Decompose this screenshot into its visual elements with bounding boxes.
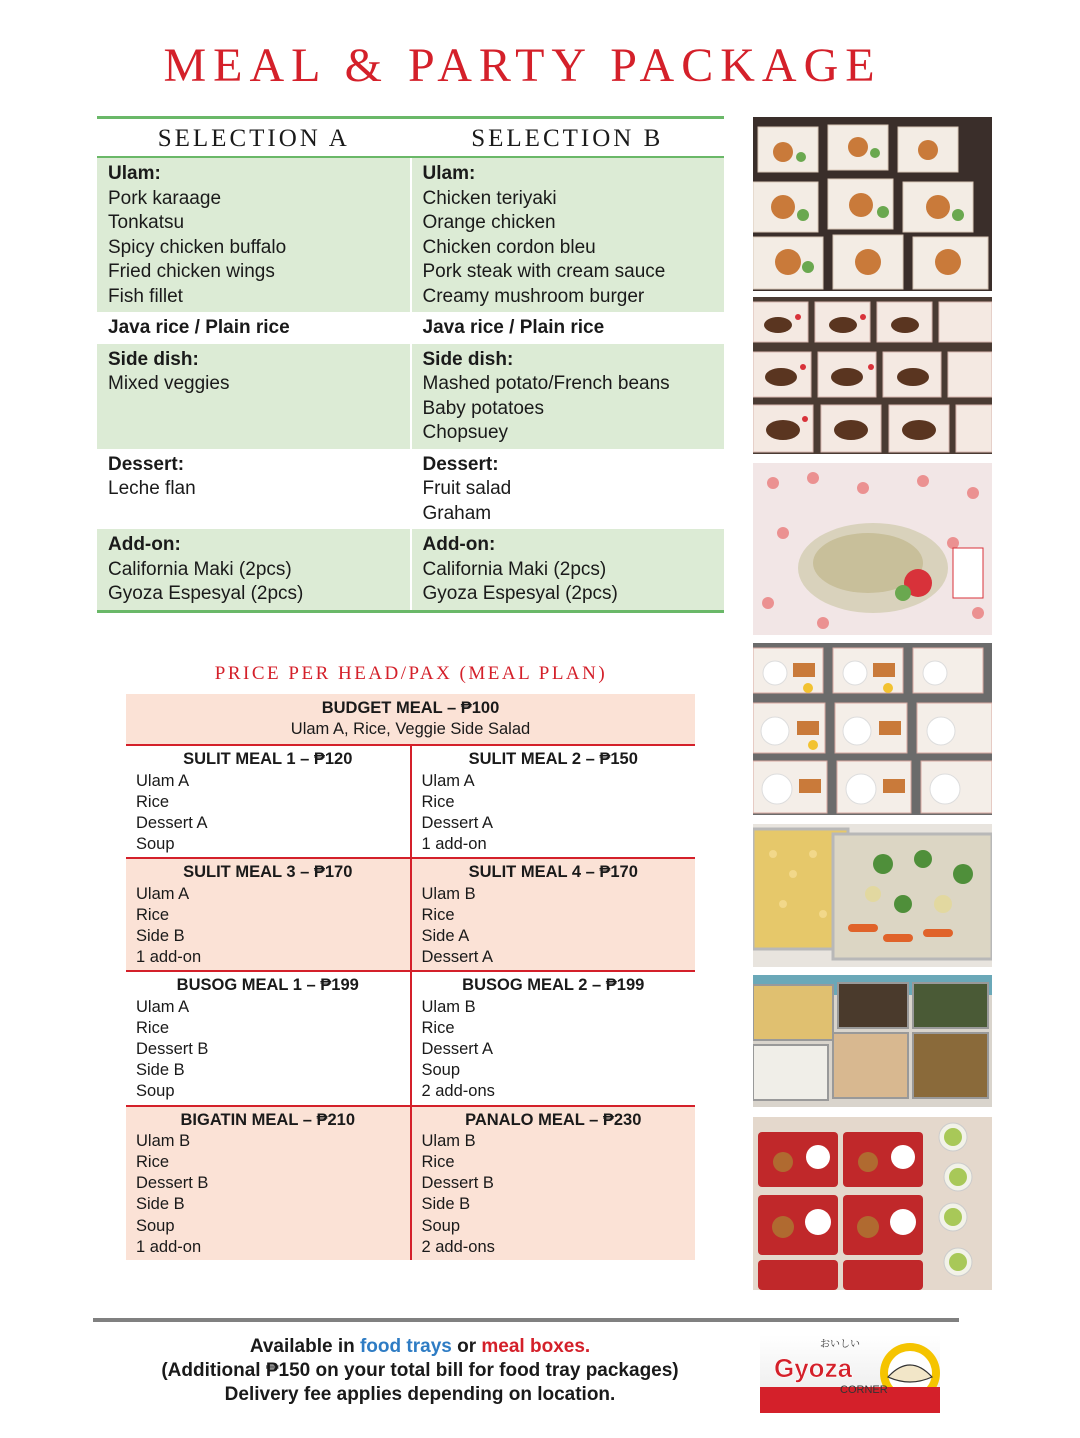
selection-b-ulam xyxy=(411,157,725,312)
list-item: Soup xyxy=(421,1061,461,1080)
list-item: 1 add-on xyxy=(136,948,202,967)
food-trays-text: food trays xyxy=(359,1336,452,1357)
selection-b-dessert xyxy=(411,449,725,530)
price-title: PRICE PER HEAD/PAX (MEAL PLAN) xyxy=(214,663,608,684)
selection-a-rice xyxy=(97,312,411,344)
list-item: 2 add-ons xyxy=(421,1082,495,1101)
list-item: Rice xyxy=(136,905,170,924)
list-item: Dessert B xyxy=(136,1174,209,1193)
list-item: California Maki (2pcs) xyxy=(108,558,292,580)
food-photo-cream-dish xyxy=(753,463,992,635)
list-item: Fruit salad xyxy=(422,478,512,499)
meal-boxes-text: meal boxes xyxy=(481,1336,585,1357)
footer-text: Available in xyxy=(249,1336,360,1357)
list-item: Ulam B xyxy=(136,1131,191,1150)
list-item: Spicy chicken buffalo xyxy=(108,236,287,258)
meal-name: BUDGET MEAL – ₱100 xyxy=(321,699,500,717)
meal-cell xyxy=(411,1106,696,1260)
list-item: Chicken cordon bleu xyxy=(422,236,596,258)
logo-jp-text: おいしい xyxy=(820,1339,860,1350)
list-item: Soup xyxy=(136,1082,175,1101)
list-item: Fried chicken wings xyxy=(108,261,275,282)
list-item: Ulam A xyxy=(421,771,475,790)
row-label: Side dish: xyxy=(108,348,199,370)
list-item: Ulam A xyxy=(136,884,190,903)
meal-cell xyxy=(126,858,411,971)
footer-text: . xyxy=(584,1336,591,1357)
meal-cell xyxy=(411,971,696,1105)
selection-a-header: SELECTION A xyxy=(97,118,411,158)
list-item: Side B xyxy=(421,1195,471,1214)
row-label: Ulam: xyxy=(422,163,476,184)
row-label: Java rice / Plain rice xyxy=(422,317,605,338)
selection-a-ulam xyxy=(97,157,411,312)
list-item: Ulam B xyxy=(421,997,476,1016)
list-item: Orange chicken xyxy=(422,212,556,233)
row-label: Dessert: xyxy=(108,453,185,475)
meal-cell xyxy=(126,745,411,858)
list-item: Ulam A xyxy=(136,997,190,1016)
meal-name: SULIT MEAL 3 – ₱170 xyxy=(183,863,353,882)
food-photo-beef-boxes xyxy=(753,297,992,454)
list-item: Dessert A xyxy=(421,814,494,833)
meal-name: PANALO MEAL – ₱230 xyxy=(465,1110,642,1129)
row-label: Ulam: xyxy=(108,163,161,184)
meal-cell xyxy=(126,1106,411,1260)
list-item: Side B xyxy=(136,927,185,946)
rice-row xyxy=(97,312,724,344)
meal-row xyxy=(126,1106,695,1260)
logo-sub-text: CORNER xyxy=(840,1384,888,1396)
price-table xyxy=(126,694,695,1260)
food-photo-meal-boxes xyxy=(753,117,992,291)
selection-b-rice xyxy=(411,312,725,344)
list-item: Rice xyxy=(421,1153,455,1172)
selection-b-addon xyxy=(411,529,725,611)
meal-name: BUSOG MEAL 2 – ₱199 xyxy=(462,976,645,995)
list-item: Mashed potato/French beans xyxy=(422,373,670,394)
list-item: Dessert B xyxy=(421,1174,494,1193)
row-label: Add-on: xyxy=(108,534,181,555)
row-label: Dessert: xyxy=(422,453,499,475)
meal-cell xyxy=(126,971,411,1105)
meal-cell xyxy=(411,858,696,971)
list-item: Graham xyxy=(422,502,492,524)
list-item: Ulam B xyxy=(421,1131,476,1150)
divider xyxy=(93,1318,959,1322)
meal-row xyxy=(126,745,695,858)
list-item: Gyoza Espesyal (2pcs) xyxy=(108,583,304,604)
list-item: Fish fillet xyxy=(108,285,183,307)
list-item: California Maki (2pcs) xyxy=(422,558,607,580)
meal-name: SULIT MEAL 1 – ₱120 xyxy=(183,750,353,769)
budget-meal xyxy=(126,694,695,745)
list-item: Soup xyxy=(136,835,175,854)
selection-table xyxy=(97,116,724,613)
list-item: Side B xyxy=(136,1195,185,1214)
meal-name: SULIT MEAL 4 – ₱170 xyxy=(468,863,638,882)
logo-name-text: Gyoza xyxy=(774,1353,853,1383)
meal-row xyxy=(126,858,695,971)
list-item: 1 add-on xyxy=(136,1237,202,1256)
footer-notes xyxy=(100,1335,740,1407)
budget-row xyxy=(126,694,695,745)
delivery-fee-line: Delivery fee applies depending on location. xyxy=(224,1384,616,1405)
selection-a-side xyxy=(97,344,411,449)
list-item: Chopsuey xyxy=(422,422,509,443)
additional-fee-line: (Additional ₱150 on your total bill for food tray packages) xyxy=(161,1360,679,1381)
meal-name: BUSOG MEAL 1 – ₱199 xyxy=(176,976,359,995)
list-item: Rice xyxy=(136,1153,170,1172)
row-label: Java rice / Plain rice xyxy=(108,317,290,338)
list-item: Chicken teriyaki xyxy=(422,187,557,209)
food-photo-bento xyxy=(753,1117,992,1290)
selection-b-header: SELECTION B xyxy=(411,118,725,158)
list-item: Rice xyxy=(136,792,170,811)
list-item: Rice xyxy=(421,792,455,811)
list-item: Rice xyxy=(136,1018,170,1037)
side-dish-row xyxy=(97,344,724,449)
list-item: Side B xyxy=(136,1061,185,1080)
availability-line xyxy=(100,1335,740,1359)
list-item: Dessert A xyxy=(421,948,494,967)
list-item: Baby potatoes xyxy=(422,397,544,419)
food-photo-rice-boxes xyxy=(753,643,992,815)
list-item: Dessert A xyxy=(421,1040,494,1059)
list-item: Pork karaage xyxy=(108,187,222,209)
dessert-row xyxy=(97,449,724,530)
list-item: Leche flan xyxy=(108,478,196,499)
list-item: Dessert B xyxy=(136,1040,209,1059)
list-item: Ulam B xyxy=(421,884,476,903)
list-item: 2 add-ons xyxy=(421,1237,495,1256)
selection-b-side xyxy=(411,344,725,449)
list-item: Rice xyxy=(421,1018,455,1037)
list-item: 1 add-on xyxy=(421,835,487,854)
selection-a-dessert xyxy=(97,449,411,530)
gyoza-corner-logo xyxy=(760,1335,940,1413)
meal-name: BIGATIN MEAL – ₱210 xyxy=(180,1110,355,1129)
food-photo-trays xyxy=(753,824,992,967)
meal-row xyxy=(126,971,695,1105)
meal-description: Ulam A, Rice, Veggie Side Salad xyxy=(290,720,531,739)
food-photo-party-trays xyxy=(753,975,992,1107)
row-label: Add-on: xyxy=(422,534,496,555)
list-item: Tonkatsu xyxy=(108,212,185,233)
page-title: MEAL & PARTY PACKAGE xyxy=(163,39,882,92)
list-item: Rice xyxy=(421,905,455,924)
list-item: Mixed veggies xyxy=(108,373,230,394)
row-label: Side dish: xyxy=(422,348,514,370)
list-item: Creamy mushroom burger xyxy=(422,285,645,307)
list-item: Ulam A xyxy=(136,771,190,790)
list-item: Soup xyxy=(421,1216,461,1235)
footer-text: or xyxy=(451,1336,482,1357)
meal-name: SULIT MEAL 2 – ₱150 xyxy=(468,750,638,769)
ulam-row xyxy=(97,157,724,312)
selection-a-addon xyxy=(97,529,411,611)
list-item: Dessert A xyxy=(136,814,208,833)
addon-row xyxy=(97,529,724,611)
list-item: Pork steak with cream sauce xyxy=(422,261,666,282)
list-item: Soup xyxy=(136,1216,175,1235)
meal-cell xyxy=(411,745,696,858)
list-item: Side A xyxy=(421,927,470,946)
list-item: Gyoza Espesyal (2pcs) xyxy=(422,583,618,604)
